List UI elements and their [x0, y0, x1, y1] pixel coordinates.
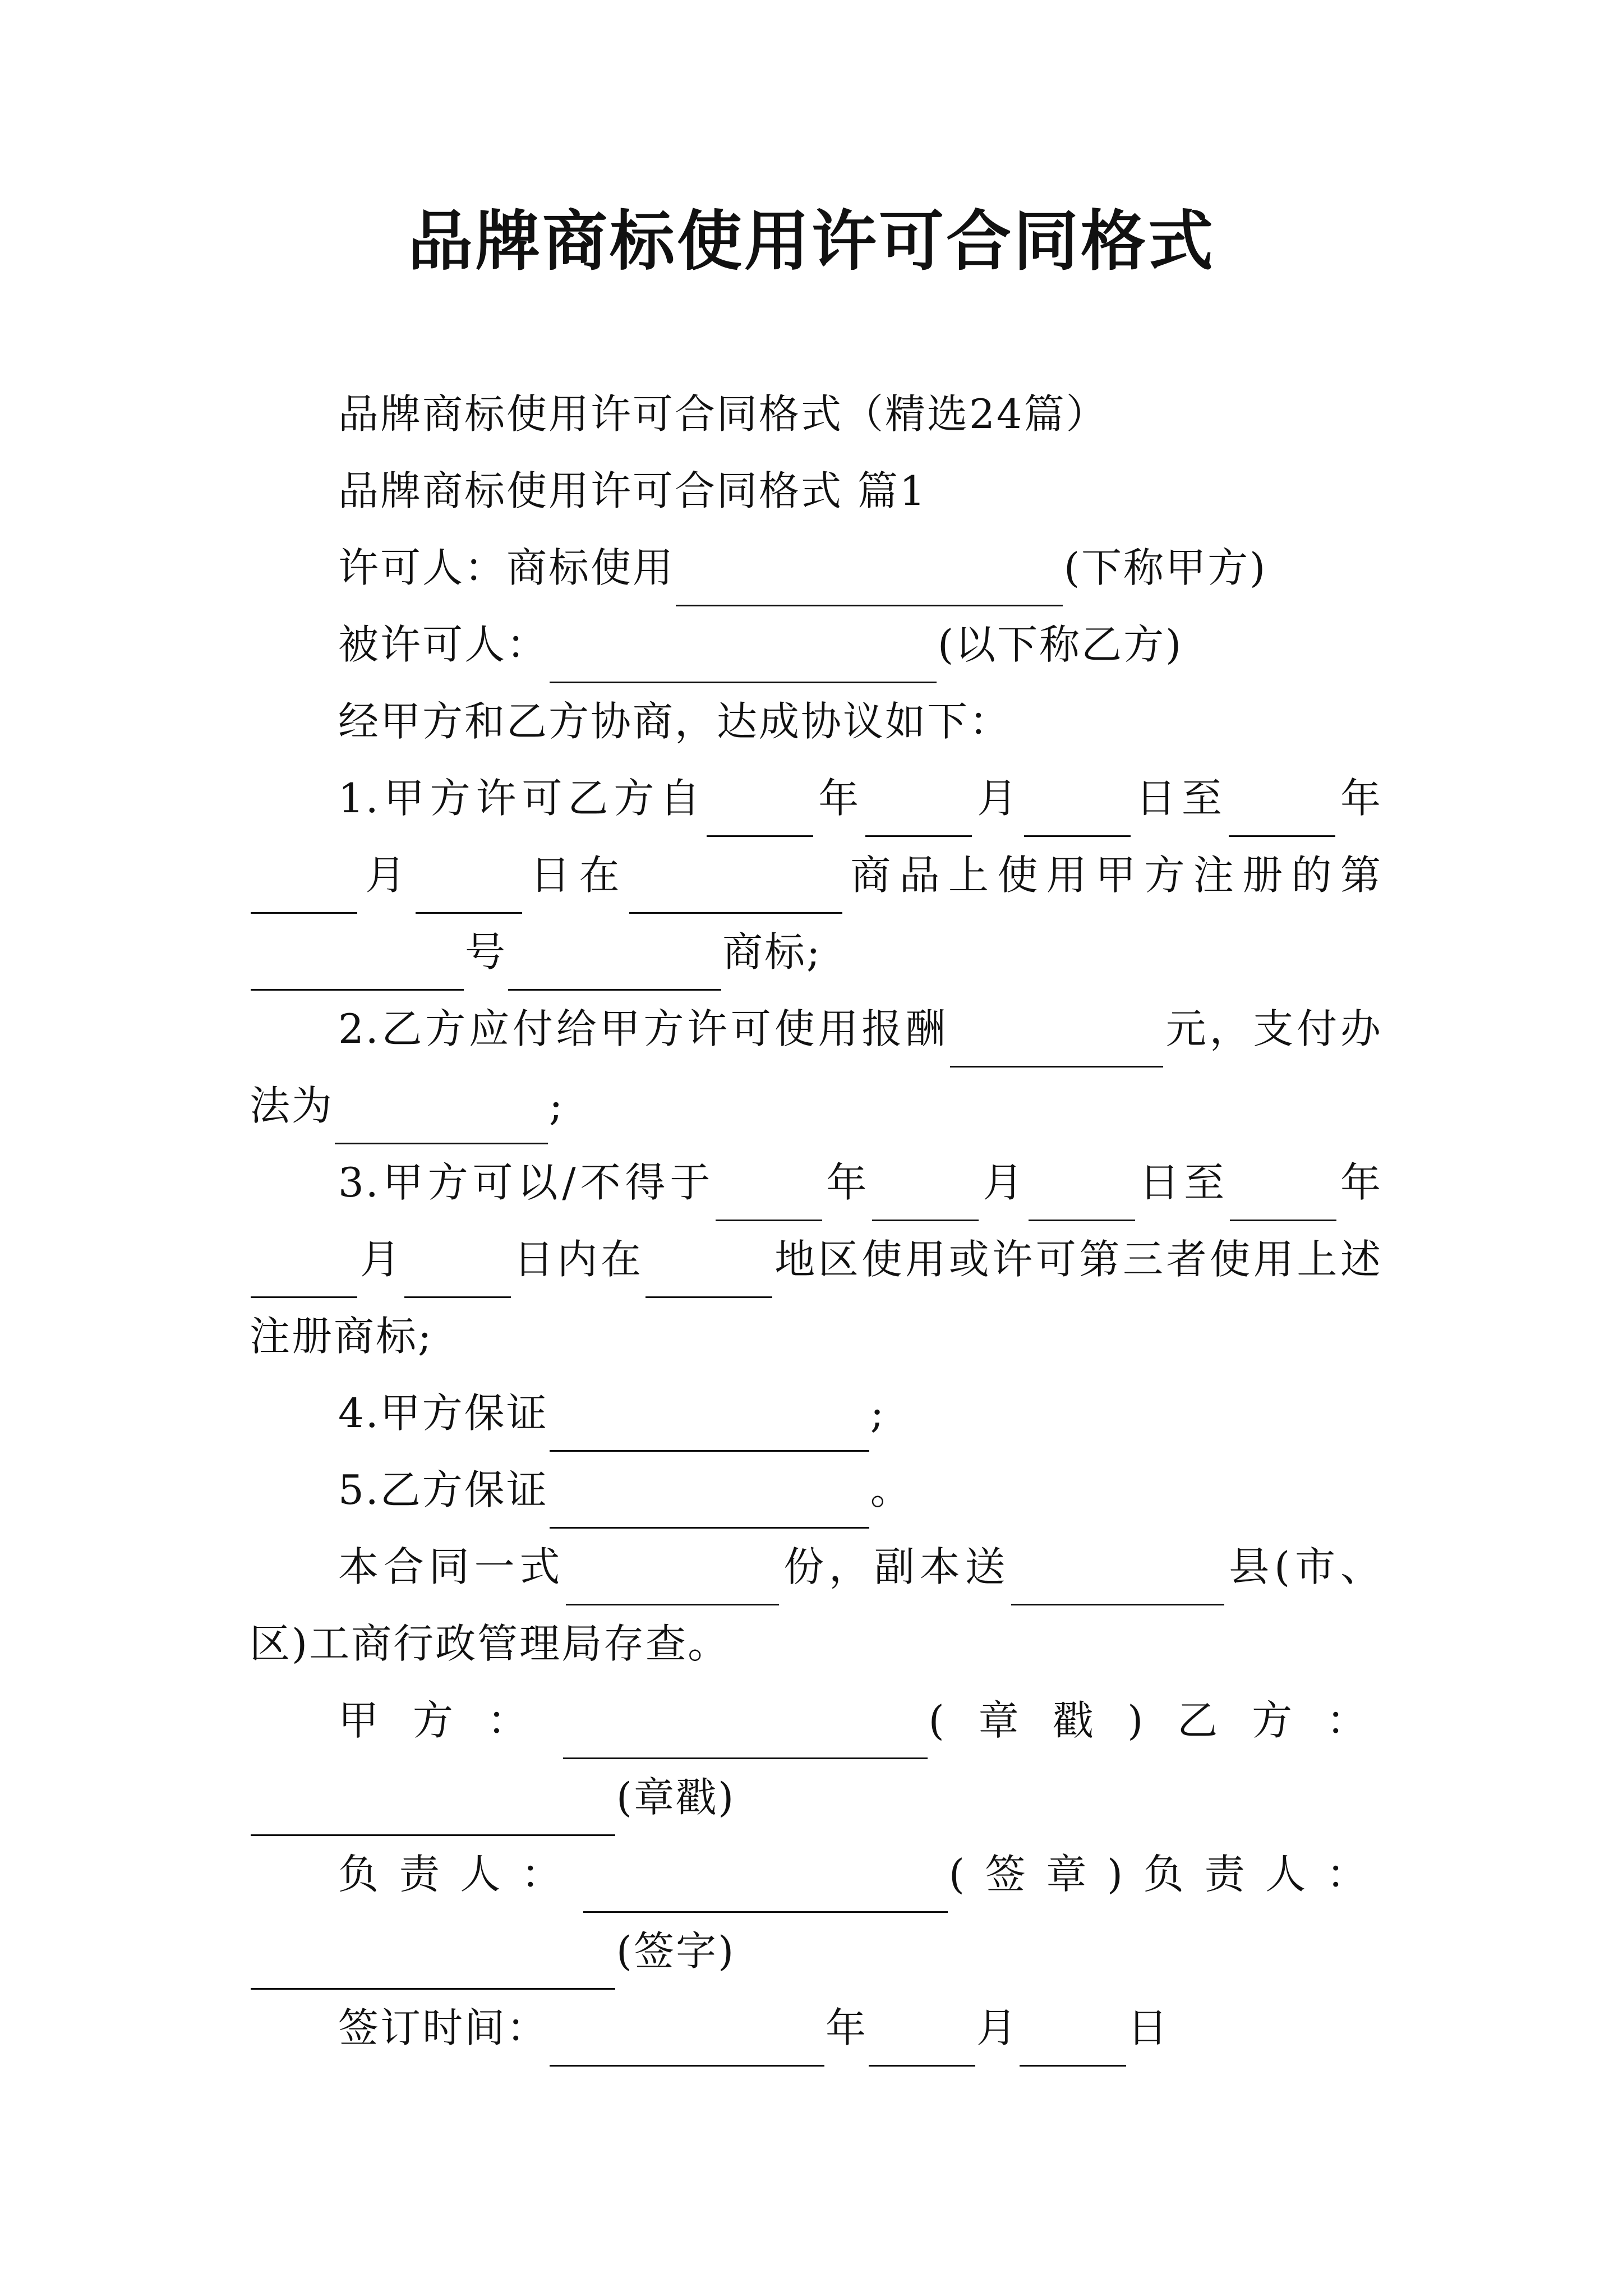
blank: [1029, 1171, 1135, 1221]
intro-line: 经甲方和乙方协商，达成协议如下：: [338, 698, 1012, 745]
blank: [563, 1709, 928, 1759]
clause-2: 2.乙方应付给甲方许可使用报酬 元，支付办法为 ;: [250, 991, 1382, 1144]
document-body: [250, 376, 1382, 2067]
licensee-line: 被许可人： (以下称乙方): [250, 606, 1382, 683]
blank: [508, 941, 721, 991]
blank: [1011, 1556, 1224, 1605]
blank: [1024, 787, 1131, 837]
blank: [583, 1863, 948, 1913]
licensor-line: 许可人：商标使用 (下称甲方): [250, 530, 1382, 606]
blank: [1230, 1171, 1336, 1221]
subtitle-line: 品牌商标使用许可合同格式（精选24篇）: [338, 390, 1108, 438]
signing-date-line: 签订时间： 年 月 日: [250, 1990, 1382, 2067]
clause-3: 3.甲方可以/不得于 年 月 日至 年月 日内在 地区使用或许可第三者使用上述注册商标;: [250, 1159, 1382, 1360]
signature-seal-line: 甲方： (章戳)乙方：(章戳): [250, 1682, 1382, 1836]
clause-5: 5.乙方保证 。: [250, 1452, 1382, 1529]
blank: [251, 864, 357, 914]
blank: [335, 1094, 548, 1144]
blank: [869, 2017, 975, 2067]
blank: [1229, 787, 1335, 837]
clause-4: 4.甲方保证 ;: [250, 1375, 1382, 1452]
blank: [251, 1248, 357, 1298]
blank: [645, 1248, 772, 1298]
blank: [251, 941, 464, 991]
blank: [416, 864, 522, 914]
blank: [629, 864, 842, 914]
signature-responsible-line: 负责人： (签章)负责人：(签字): [250, 1836, 1382, 1990]
blank: [550, 1479, 869, 1529]
blank: [865, 787, 972, 837]
blank: [251, 1786, 615, 1836]
licensor-blank: [676, 556, 1063, 606]
blank: [550, 2017, 824, 2067]
blank: [707, 787, 813, 837]
copies-line: 本合同一式 份，副本送 县(市、区)工商行政管理局存查。: [250, 1543, 1382, 1667]
blank: [950, 1018, 1163, 1068]
blank: [404, 1248, 511, 1298]
blank: [1020, 2017, 1126, 2067]
section-heading: 品牌商标使用许可合同格式 篇1: [338, 467, 927, 514]
licensee-blank: [550, 633, 937, 683]
blank: [251, 1940, 615, 1990]
document-title: 品牌商标使用许可合同格式: [408, 203, 1215, 279]
blank: [550, 1402, 869, 1452]
blank: [716, 1171, 822, 1221]
clause-1: 1.甲方许可乙方自 年 月 日至 年月 日在 商品上使用甲方注册的第号 商标;: [250, 760, 1382, 991]
blank: [872, 1171, 979, 1221]
blank: [566, 1556, 779, 1605]
